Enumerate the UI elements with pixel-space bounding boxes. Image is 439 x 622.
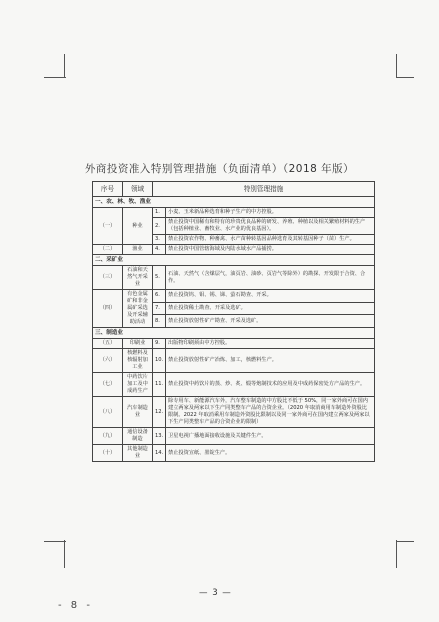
table-row xyxy=(93,290,375,303)
row-field: 有色金属矿和非金属矿采选及开采辅助活动 xyxy=(123,290,153,328)
crop-mark-bottom-right-h xyxy=(396,541,414,542)
negative-list-table xyxy=(92,181,375,462)
measure-text: 石油、天然气（含煤层气，油页岩、油砂、页岩气等除外）的勘探、开发限于合资、合作。 xyxy=(166,266,375,290)
document-title: 外商投资准入特别管理措施（负面清单）（2018 年版） xyxy=(84,163,355,175)
row-field: 核燃料及核辐射加工业 xyxy=(123,349,153,373)
row-seq: （五） xyxy=(93,339,123,349)
measure-number: 1. xyxy=(153,208,166,218)
crop-mark-bottom-left-h xyxy=(44,541,66,542)
header-measures: 特别管理措施 xyxy=(153,182,375,197)
measure-text: 禁止投资农作物、种畜禽、水产苗种转基因品种选育及其转基因种子（苗）生产。 xyxy=(166,235,375,245)
row-field: 印刷业 xyxy=(123,339,153,349)
header-field: 领域 xyxy=(123,182,153,197)
table-header-row xyxy=(93,182,375,197)
measure-number: 5. xyxy=(153,266,166,290)
measure-text: 卫星电视广播地面接收设施及关键件生产。 xyxy=(166,428,375,445)
measure-number: 13. xyxy=(153,428,166,445)
row-field: 其他制造业 xyxy=(123,445,153,462)
section-row xyxy=(93,255,375,266)
measure-number: 3. xyxy=(153,235,166,245)
table-row xyxy=(93,266,375,290)
header-seq: 序号 xyxy=(93,182,123,197)
row-seq: （九） xyxy=(93,428,123,445)
measure-number: 14. xyxy=(153,445,166,462)
measure-number: 12. xyxy=(153,397,166,428)
table-row xyxy=(93,397,375,428)
table-body xyxy=(93,197,375,462)
section-heading: 一、农、林、牧、渔业 xyxy=(93,197,375,208)
crop-mark-top-left-v xyxy=(64,54,65,78)
table-row xyxy=(93,339,375,349)
measure-number: 10. xyxy=(153,349,166,373)
row-seq: （十） xyxy=(93,445,123,462)
table-row xyxy=(93,428,375,445)
crop-mark-bottom-right-v xyxy=(396,540,397,568)
row-field: 汽车制造业 xyxy=(123,397,153,428)
table-row xyxy=(93,208,375,218)
measure-number: 6. xyxy=(153,290,166,303)
row-field: 渔业 xyxy=(123,245,153,255)
table-row xyxy=(93,349,375,373)
measure-text: 禁止投资中药饮片的蒸、炒、炙、煅等炮制技术的应用及中成药保密处方产品的生产。 xyxy=(166,373,375,397)
measure-text: 禁止投资放射性矿产勘查、开采及选矿。 xyxy=(166,315,375,328)
crop-mark-top-left-h xyxy=(44,77,66,78)
row-seq: （二） xyxy=(93,245,123,255)
row-field: 通信设备制造 xyxy=(123,428,153,445)
row-seq: （七） xyxy=(93,373,123,397)
measure-number: 9. xyxy=(153,339,166,349)
section-row xyxy=(93,197,375,208)
crop-mark-top-right-h xyxy=(396,77,414,78)
row-seq: （八） xyxy=(93,397,123,428)
row-seq: （三） xyxy=(93,266,123,290)
measure-text: 禁止投资钨、钼、锡、锑、萤石勘查、开采。 xyxy=(166,290,375,303)
table-row xyxy=(93,245,375,255)
outer-page-number: - 8 - xyxy=(58,600,93,611)
table-row xyxy=(93,445,375,462)
measure-text: 禁止投资中国稀有和特有的珍贵优良品种的研发、养殖、种植以及相关繁殖材料的生产（包括种植业、畜牧业、水产业的优良基因）。 xyxy=(166,218,375,235)
row-seq: （一） xyxy=(93,208,123,245)
measure-number: 4. xyxy=(153,245,166,255)
row-seq: （六） xyxy=(93,349,123,373)
measure-number: 11. xyxy=(153,373,166,397)
section-heading: 三、制造业 xyxy=(93,328,375,339)
measure-text: 出版物印刷须由中方控股。 xyxy=(166,339,375,349)
inner-page-number: — 3 — xyxy=(199,588,232,598)
crop-mark-bottom-left-v xyxy=(64,540,65,568)
measure-text: 除专用车、新能源汽车外，汽车整车制造的中方股比不低于 50%，同一家外商可在国内建立两家及两家以下生产同类整车产品的合资企业。（2020 年取消商用车制造外资股比限制。2022 年取消乘用车制造外资股比限制以及同一家外商可在国内建立两家及两家以下生产同类整车产品的合资企业的限制） xyxy=(166,397,375,428)
measure-text: 禁止投资放射性矿产冶炼、加工，核燃料生产。 xyxy=(166,349,375,373)
section-row xyxy=(93,328,375,339)
measure-number: 2. xyxy=(153,218,166,235)
measure-text: 禁止投资宣纸、墨锭生产。 xyxy=(166,445,375,462)
measure-number: 7. xyxy=(153,302,166,315)
measure-text: 小麦、玉米新品种选育和种子生产的中方控股。 xyxy=(166,208,375,218)
measure-text: 禁止投资中国管辖海域及内陆水域水产品捕捞。 xyxy=(166,245,375,255)
row-field: 种业 xyxy=(123,208,153,245)
table-row xyxy=(93,373,375,397)
row-seq: （四） xyxy=(93,290,123,328)
crop-mark-top-right-v xyxy=(396,54,397,78)
row-field: 中药饮片加工及中成药生产 xyxy=(123,373,153,397)
section-heading: 二、采矿业 xyxy=(93,255,375,266)
measure-text: 禁止投资稀土勘查、开采及选矿。 xyxy=(166,302,375,315)
row-field: 石油和天然气开采业 xyxy=(123,266,153,290)
measure-number: 8. xyxy=(153,315,166,328)
